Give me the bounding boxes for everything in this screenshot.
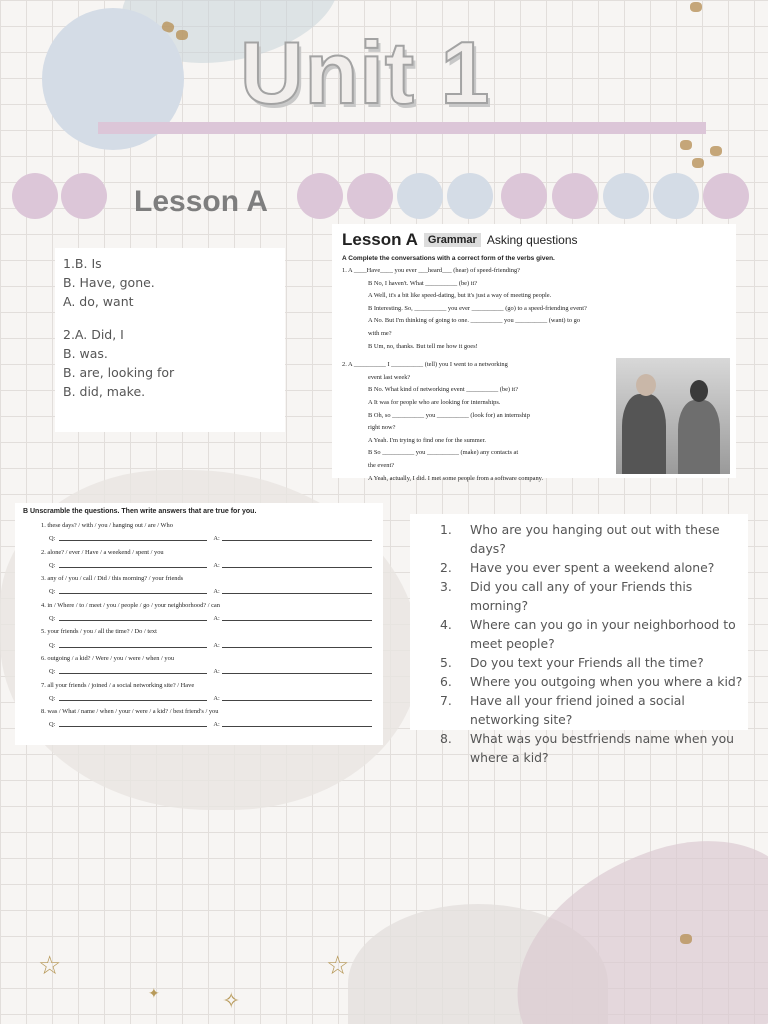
blank-line [59, 665, 207, 674]
answer-text: Who are you hanging out out with these days? [470, 522, 720, 556]
worksheet-line: A No. But I'm thinking of going to one. __________ you __________ (want) to go [368, 317, 581, 325]
page-title: Unit 1 [240, 23, 491, 122]
worksheet-b-question: 4. in / Where / to / meet / you / people / go / your neighborhood? / can [41, 601, 220, 609]
worksheet-b-answer-row [23, 612, 375, 625]
answer-text: What was you bestfriends name when you where a kid? [470, 731, 735, 765]
a-label: A: [213, 668, 220, 676]
answer-text: Have all your friend joined a social networking site? [470, 693, 685, 727]
answer-line: B. Have, gone. [63, 275, 155, 290]
worksheet-line: B No. What kind of networking event __________ (be) it? [368, 386, 519, 394]
blank-line [59, 585, 207, 594]
networking-photo [616, 358, 730, 474]
decor-glitter [176, 30, 188, 40]
worksheet-b-question: 8. was / What / name / when / your / were / a kid? / best friend's / you [41, 708, 219, 716]
worksheet-b-answer-row [23, 585, 375, 598]
worksheet-a-header [342, 230, 726, 250]
blank-line [59, 639, 207, 648]
decor-dot [12, 173, 58, 219]
photo-person-head [636, 374, 656, 396]
worksheet-b-answer-row [23, 559, 375, 572]
decor-dot [501, 173, 547, 219]
answer-item [440, 691, 748, 729]
worksheet-line: B No, I haven't. What __________ (be) it? [368, 279, 478, 287]
blank-line [59, 692, 207, 701]
worksheet-topic: Asking questions [486, 233, 578, 247]
answer-number: 1. [440, 522, 452, 537]
blank-line [59, 532, 207, 541]
decor-glitter [690, 2, 702, 12]
answer-item [440, 577, 748, 615]
answer-number: 4. [440, 617, 452, 632]
worksheet-line: event last week? [368, 373, 411, 381]
blank-line [222, 718, 372, 727]
photo-person-head [690, 380, 708, 402]
photo-person [622, 394, 666, 474]
answer-item [440, 615, 748, 653]
photo-person [678, 400, 720, 474]
answer-line: B. was. [63, 346, 108, 361]
answer-item [440, 520, 748, 558]
answer-item [440, 729, 748, 767]
q-label: Q: [49, 694, 56, 702]
answers-b-card [410, 514, 748, 765]
decor-star-icon: ✦ [148, 985, 160, 1001]
answer-line: B. did, make. [63, 384, 146, 399]
worksheet-b-question: 6. outgoing / a kid? / Were / you / were / when / you [41, 654, 175, 662]
worksheet-b-answer-row [23, 718, 375, 731]
worksheet-b-question: 2. alone? / ever / Have / a weekend / spent / you [41, 548, 164, 556]
blank-line [222, 559, 372, 568]
a-label: A: [213, 615, 220, 623]
worksheet-b-instruction: B Unscramble the questions. Then write answers that are true for you. [23, 508, 257, 515]
q-label: Q: [49, 561, 56, 569]
answer-line: 2.A. Did, I [63, 327, 124, 342]
blank-line [222, 665, 372, 674]
answer-number: 7. [440, 693, 452, 708]
decor-dot [552, 173, 598, 219]
answers-lesson-a-card [55, 248, 285, 432]
a-label: A: [213, 641, 220, 649]
worksheet-line: B So __________ you __________ (make) any contacts at [368, 449, 519, 457]
worksheet-line: B Um, no, thanks. But tell me how it goes! [368, 342, 478, 350]
q-label: Q: [49, 535, 56, 543]
worksheet-b-image [15, 503, 383, 745]
answer-line: 1.B. Is [63, 256, 102, 271]
decor-glitter [680, 140, 692, 150]
blank-line [222, 692, 372, 701]
answer-text: Where can you go in your neighborhood to meet people? [470, 617, 736, 651]
worksheet-a-instruction: A Complete the conversations with a correct form of the verbs given. [342, 255, 555, 262]
decor-dot [397, 173, 443, 219]
worksheet-b-answer-row [23, 532, 375, 545]
answer-line: A. do, want [63, 294, 134, 309]
worksheet-b-answer-row [23, 692, 375, 705]
decor-dot [653, 173, 699, 219]
title-underline [98, 122, 706, 134]
worksheet-line: with me? [368, 329, 392, 337]
answer-item [440, 672, 748, 691]
blank-line [59, 559, 207, 568]
decor-dot [61, 173, 107, 219]
blank-line [222, 532, 372, 541]
worksheet-line: A It was for people who are looking for internships. [368, 398, 501, 406]
answer-line: B. are, looking for [63, 365, 175, 380]
answer-text: Do you text your Friends all the time? [470, 655, 704, 670]
answer-text: Where you outgoing when you where a kid? [470, 674, 743, 689]
a-label: A: [213, 694, 220, 702]
worksheet-line: right now? [368, 424, 396, 432]
blank-line [222, 612, 372, 621]
worksheet-line: A Yeah. I'm trying to find one for the summer. [368, 436, 486, 444]
decor-dot [297, 173, 343, 219]
answer-number: 6. [440, 674, 452, 689]
q-label: Q: [49, 615, 56, 623]
worksheet-b-answer-row [23, 665, 375, 678]
worksheet-b-answer-row [23, 639, 375, 652]
worksheet-line: 1. A ____Have____ you ever ___heard___ (hear) of speed-friending? [342, 267, 520, 274]
worksheet-tag: Grammar [424, 233, 481, 247]
decor-star-icon: ☆ [38, 950, 62, 980]
worksheet-b-question: 3. any of / you / call / Did / this morning? / your friends [41, 575, 184, 583]
blank-line [59, 718, 207, 727]
q-label: Q: [49, 588, 56, 596]
answer-text: Did you call any of your Friends this morning? [470, 579, 693, 613]
decor-dot [447, 173, 493, 219]
worksheet-line: A Well, it's a bit like speed-dating, but it's just a way of meeting people. [368, 292, 552, 300]
decor-star-icon: ☆ [326, 950, 350, 980]
a-label: A: [213, 561, 220, 569]
answer-text: Have you ever spent a weekend alone? [470, 560, 715, 575]
answer-item [440, 558, 748, 577]
lesson-label: Lesson A [134, 185, 268, 218]
decor-dot [703, 173, 749, 219]
worksheet-b-question: 1. these days? / with / you / hanging out / are / Who [41, 522, 173, 529]
q-label: Q: [49, 668, 56, 676]
q-label: Q: [49, 721, 56, 729]
worksheet-line: B Interesting. So, __________ you ever __________ (go) to a speed-friending event? [368, 304, 587, 312]
decor-glitter [692, 158, 704, 168]
blank-line [59, 612, 207, 621]
answer-item [440, 653, 748, 672]
answer-number: 8. [440, 731, 452, 746]
worksheet-b-question: 5. your friends / you / all the time? / Do / text [41, 628, 157, 636]
worksheet-lesson: Lesson A [342, 230, 418, 249]
worksheet-line: B Oh, so __________ you __________ (look for) an internship [368, 411, 530, 419]
answer-number: 5. [440, 655, 452, 670]
answer-number: 2. [440, 560, 452, 575]
decor-glitter [710, 146, 722, 156]
worksheet-line: A Yeah, actually, I did. I met some people from a software company. [368, 474, 544, 482]
decor-star-icon: ✧ [222, 988, 241, 1013]
worksheet-b-question: 7. all your friends / joined / a social networking site? / Have [41, 681, 195, 689]
q-label: Q: [49, 641, 56, 649]
worksheet-b-items [23, 519, 375, 732]
decor-dot [347, 173, 393, 219]
worksheet-line: the event? [368, 461, 395, 469]
decor-glitter [680, 934, 692, 944]
a-label: A: [213, 721, 220, 729]
decor-dots-row [0, 173, 768, 221]
blank-line [222, 585, 372, 594]
decor-dot [603, 173, 649, 219]
worksheet-line: 2. A __________ I __________ (tell) you I went to a networking [342, 361, 508, 369]
blank-line [222, 639, 372, 648]
a-label: A: [213, 535, 220, 543]
a-label: A: [213, 588, 220, 596]
answer-number: 3. [440, 579, 452, 594]
answers-b-list [440, 520, 748, 767]
